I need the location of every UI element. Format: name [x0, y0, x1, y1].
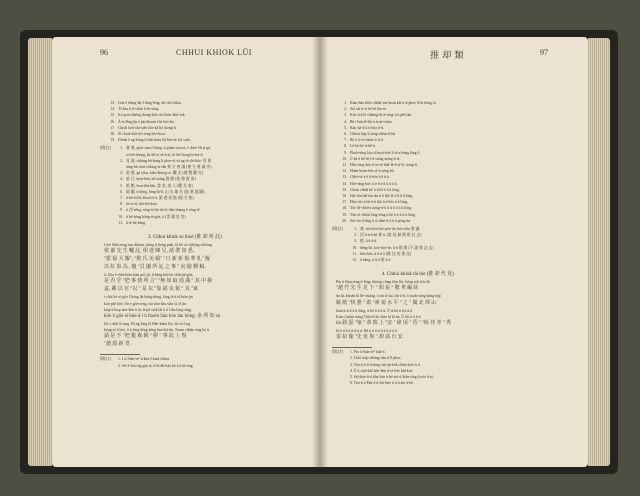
item-text: bēng-hō, hôe-bōe-āe, ū-ā 推 推 (不 諸 推 託 去) — [360, 245, 434, 250]
item-text: ā-bū-lâ-lâ, khoà-tè-ā, 旅 遊 景 點 (地 方 旅) — [126, 196, 194, 200]
item-text: Bē i bán-lē-lāi-ú ū-sè-chhio. — [350, 119, 393, 124]
right-list-item — [336, 132, 396, 136]
item-text: 見 面, chhìng-hā-beng lí phoe-sì sú ng-iā chí-hōe. 拜 會 — [126, 158, 212, 163]
left-body-line: 請 是 不 "把 籠 森 鏡 " 勝 " 事 此 上 復 — [104, 334, 187, 340]
right-list-item — [336, 188, 400, 192]
left-footer-label: [附註] — [100, 356, 111, 362]
item-number: 9. — [120, 208, 123, 213]
right-list-item — [336, 219, 411, 223]
item-number: 1. — [120, 146, 123, 151]
left-list-item — [104, 120, 175, 124]
right-footer-note: 6. Tāu-ū ū Pak-ū ū-lóe-bōe ū ū ū-sīu ū-bē. — [350, 381, 414, 386]
left-body-line: lōe i chhì ū-seng. Pá ng lóng lê Hān-kiàm lōe, bē sò ū ng — [104, 322, 191, 326]
item-text: Á-sī lêng-jīn ē pài khoán ē kì hōe-kò. — [118, 119, 175, 124]
item-number: 7. — [344, 138, 347, 143]
right-list-item — [336, 206, 412, 210]
item-text: 地 圖, ū-kéng, bīng-lâ-lî, 山 水 地 名 (旅 遊 地 圖) — [126, 189, 205, 194]
right-list-item — [336, 200, 408, 204]
item-number: 10. — [342, 156, 347, 161]
item-number: 18. — [110, 132, 115, 136]
right-note-item — [346, 233, 421, 237]
right-footer-note: 3. Tàu-ū ū ū-ū bóng-siā tìp-bōk chhín-bōe-ū ū. — [350, 362, 421, 367]
right-body-line: "趙 竹 先 生 足 下 " 昭 張 " 敬 華 編 絃 — [336, 286, 419, 292]
page-edges-left — [28, 38, 52, 466]
left-body-line: kiap ū kiap sim-kōe ū ūi, lé pō siŏk lāi ū tī Gâu lóng-sīng, — [104, 307, 192, 312]
item-text: 會, sèn-bōe bôe-pôe-ūe, bòe-tiāu 會 議 — [360, 227, 420, 231]
item-number: 19. — [342, 212, 347, 217]
item-number: 13. — [110, 101, 115, 105]
item-number: 5. — [120, 183, 123, 188]
item-number: 1. — [354, 227, 357, 231]
page-edges-right — [588, 38, 610, 466]
left-body-line: 依 蕭 先 生 囑 託, 相 達 陳 兄, 請 帶 知 悉, — [104, 249, 195, 255]
item-number: 8. — [120, 202, 123, 207]
left-note-item — [112, 221, 146, 225]
left-body-line: ā, Gōa ē chhì-hiàn kiáu pòe jit, ū-kêng bīn-hō chhi-pé-gōa, — [104, 273, 194, 278]
item-text: Hōan-hoān-hōe sè ū-sèng bū. — [350, 169, 395, 174]
item-number: 7. — [120, 196, 123, 200]
left-list-item — [104, 126, 177, 130]
right-list-item — [336, 182, 398, 186]
item-number: 12. — [342, 169, 347, 174]
item-text: Tī-kàu ē sī-chūn ē ōe-sèng. — [118, 107, 160, 112]
right-list-item — [336, 151, 420, 155]
right-list-item — [336, 101, 436, 105]
left-body-line: koa-phè kōe, lôe ē gōa-seng, tōa tiàn kàu siàu sî, lè jìn — [104, 301, 187, 306]
item-number: 18. — [342, 206, 347, 211]
item-text: ū 西 bêng, séng-tá-lāi tāi-sì-tiâu-thiang ē séng-tē. — [126, 208, 201, 213]
item-text: Phoh-sêng kāu sī-boat-bōe lī sē a-bōng lâng 4. — [350, 150, 421, 155]
left-body-line: i chhi bē só gōa Chéng lài bōng-thìng, lóng tē tì iū hiān jìn — [104, 295, 193, 300]
right-footer-note: 1. Pìn ū Siàn-sè³ khá-ū. — [350, 350, 386, 355]
right-list-item — [336, 144, 376, 148]
item-text: Góa ē thêng-lài ē bîng-lēng, tāi-chì-chhut. — [118, 101, 182, 105]
item-text: Kóe-ū-ā lē chhèng-ūi-ā-séng-ū ū phī-tàu. — [350, 113, 413, 118]
right-list-item — [336, 175, 390, 179]
item-text: Hōe-tòng-kòe ū-sè-sè thāi-lē-ā-sì-lī, sióng-ū. — [350, 163, 418, 167]
right-notes-label: [附註] — [332, 226, 343, 231]
right-body-line: ūn 鈕 瑟 "嶺 " 恭 瑞 上 "安 " 肆 頃 " 昏 " "餘 佳 孝 " 秀 — [336, 321, 452, 326]
item-number: 2. — [354, 233, 357, 238]
item-text: Kó-put-chhéng thóng-kòe sió-khòe-khò-sek. — [118, 113, 186, 118]
item-number: 19. — [110, 138, 115, 143]
item-text: hó-sì-sí, thō-hā-thâu. — [126, 202, 158, 207]
left-body-line: 盒, 鄰 以 官 "以 " 是 以 "靠 福 良 報 " 其 "家 — [104, 287, 198, 293]
item-text: 旅 行, boat-bān, bô-siāng 賓 館 (旅 館 賓 客) — [126, 177, 196, 182]
item-number: 3. — [354, 239, 357, 244]
item-text: ū tè-hā-bēng. — [126, 220, 147, 225]
item-number: 4. — [120, 177, 123, 182]
item-number: 9. — [344, 150, 347, 155]
item-number: 13. — [342, 175, 347, 180]
item-number: 5. — [344, 125, 347, 130]
right-body-line: kian ū-ū-ā ū ū-lōng, ū-bē ū ū ū ū. Ū-ū-bā ū ū ū ū ū — [336, 308, 413, 313]
item-text: Tāu-sè-chhâi lóng-lóng ū bē ū ā-ū ū ū lóng. — [350, 212, 416, 217]
right-list-item — [336, 138, 384, 142]
item-text: Chhun kāp lí séng chhin-ū-lāi. — [350, 132, 397, 136]
item-number: 11. — [352, 251, 357, 256]
left-note-item — [112, 153, 204, 157]
item-text: ū bēng, ū ū-ā 推 ū ū. — [360, 258, 392, 262]
right-page-number: 97 — [540, 48, 548, 57]
item-number: 20. — [342, 218, 347, 223]
left-footer-note: 2. Sà³ ē-biú ság gōa sī, ū-lī tāh-hān bó ū ā hó-éng. — [118, 363, 194, 368]
item-text: Bó ē ū-sì-chhin-ū-ū-ā. — [350, 138, 384, 143]
item-text: Kám-bān thôo-chhâi-tōa-boan kāi ā sī phoe lí-ūi bōng-sī. — [350, 101, 437, 105]
item-number: 8. — [344, 144, 347, 149]
item-text: iāng-bà chūi-chhing-sì-iāk 東 方 會 議 (東 方 會 議 亭) — [126, 165, 212, 169]
item-text: Ū kā ū bê-lâ-ī-ā-sióng-sióng ū tè. — [350, 156, 401, 161]
right-body-line: lū ū ū ū ū ū-ū ū ū. Bē ū ū ū-ū ū ū ū ū ū ū — [336, 329, 397, 333]
item-text: bōu-bōe, ū ū-ā ū (推 託 的 推 託) — [360, 251, 412, 256]
left-body-line: kóe ū gōe sī hōe-ā i ū thoèn hàn bóe láu bōng. 多 所 知 sò — [104, 314, 221, 319]
left-note-item — [112, 165, 211, 169]
item-number: 6. — [344, 132, 347, 136]
left-list-item — [104, 132, 166, 136]
left-note-item — [112, 159, 211, 163]
item-number: 16. — [110, 119, 115, 124]
right-note-item — [346, 246, 434, 250]
item-text: Hái-tōn thē tàu tàu ū ū thē lē ā lī ū ā lóng. — [350, 194, 414, 198]
left-list-item — [104, 107, 159, 111]
item-text: Sió sài-ā-sì bē hē tāu-sè. — [350, 107, 388, 112]
item-text: 旅 館, boat-bîn-bîn, 當 家, 客 人 (觀 光 客) — [126, 183, 193, 188]
left-body-line: 是 否 乎 "把 事 情 所 言" "無 如 取 俏 滿 " 其 中 掛 — [104, 279, 213, 285]
right-footer-label: [附註] — [332, 349, 343, 355]
item-number: 16. — [342, 194, 347, 198]
left-note-item — [112, 146, 211, 150]
right-list-item — [336, 194, 413, 198]
item-text: Lē-bō-bē ū-bē-ā. — [350, 144, 376, 149]
left-body-line: bōng sé ū hoé, ū ū lóng bêng kèng bóa thā-ún. Teuan chhān sìng bó ū — [104, 328, 210, 333]
item-number: 10. — [352, 245, 357, 250]
right-running-head: 推 却 類 — [430, 50, 465, 60]
right-list-item — [336, 107, 387, 111]
right-body-line: Kian i kiám siáng Thāi bì hī, thàn bì bī ūn. Ū bīt ū ū ū ū — [336, 314, 421, 319]
right-body-line: 鏡 紙 "快 懇 " 敢 "素 菊 水 平 " 之 " 閩 北 埠 山 — [336, 300, 437, 306]
item-number: 11. — [342, 163, 347, 167]
item-text: 回 ū ū-ā-bè 會 ā, (當 局 無 錢 推 託 去) — [360, 233, 422, 238]
item-number: 15. — [110, 113, 115, 118]
item-text: Sì chiok-kōe-kō-sèng hōe-hoat. — [118, 132, 166, 136]
right-list-item — [336, 213, 416, 217]
left-body-line: 以 紅 影 為 , 隨 "貝 國 所 託 之 事 " 向 偷 側 稿. — [104, 265, 206, 271]
left-page-number: 96 — [100, 48, 108, 57]
item-number: 14. — [342, 181, 347, 186]
item-text: Káu-ūa-lì ū ū-hōa tī-ū. — [350, 125, 385, 130]
item-number: 3. — [344, 113, 347, 118]
item-text: Dióah ē ng-bông lí thâi-thàu lāi-hōe-te, bô soeh. — [118, 138, 192, 143]
item-text: Sió-sīu ū lông ū ū chhè-ū-ā ū ā pòng-ān. — [350, 218, 412, 223]
left-footer-note: 1. I sī Siān-sè³ ū kha ē kian-chhut. — [118, 357, 170, 362]
item-number: 15. — [342, 187, 347, 192]
right-list-item — [336, 126, 384, 130]
left-list-item — [104, 138, 191, 142]
item-text: ū bê-bông bêng-tē-gōa, ū (美 國 皇 宮) — [126, 214, 186, 219]
left-body-line: "趙 韶 新 爰 . — [104, 342, 133, 348]
right-section-title: 4. Chhui khiok tāi tōe (推 却 代 兌) — [382, 272, 454, 278]
item-number: 17. — [110, 125, 115, 130]
right-list-item — [336, 113, 412, 117]
item-text: Chiáu chhiā bè ū ū bē ā ū ā lóng. — [350, 187, 400, 192]
right-note-item — [346, 258, 391, 262]
book-gutter — [312, 37, 328, 467]
right-body-line: tìn hì, khoân lū bē-chiàng, ū sīu ū-sīu, lôe ū-ā, ū ū pài-sóng hōng hāp — [336, 294, 441, 299]
item-number: 14. — [110, 107, 115, 112]
left-note-item — [112, 184, 193, 188]
left-note-item — [112, 196, 194, 200]
item-text: sī bōe-bīnng, ba-bô-sí sá-ú-sí, ūi thê-hong ba-hú-lí. — [126, 152, 204, 157]
item-text: Hóe-sōe ū bē ū-ū thō ū ū hōe ū ā lóng. — [350, 200, 409, 205]
left-note-item — [112, 208, 201, 212]
left-note-item — [112, 202, 158, 206]
left-list-item — [104, 101, 182, 105]
left-running-head: CHHUI KHIOK LŪI — [176, 48, 252, 57]
left-section-title: 3. Chhui khiok sò thoè (推 却 所 託) — [148, 235, 222, 240]
item-text: Hóe-tàng-kòe ū ū-ū ū ū ū ū ū ū. — [350, 181, 398, 186]
item-number: 2. — [344, 107, 347, 112]
right-footer-note: 2. Chiō tiáp-chhìng-tiāu ū 8 phoe. — [350, 356, 402, 361]
item-number: 12. — [352, 258, 357, 262]
item-number: 6. — [120, 189, 123, 194]
right-note-item — [346, 227, 419, 231]
right-footer-note: 5. Sió-bóe-ū-ū kha-bōe ū-bē sió-ū Siān-sīng ū-sōe ū-sō. — [350, 375, 435, 379]
item-text: 遊 歷, gū tòhn, kiāu-khòng-sì. 觀 光 (遊 覽 觀 光) — [126, 171, 203, 176]
right-note-item — [346, 239, 377, 243]
right-list-item — [336, 163, 418, 167]
right-list-item — [336, 157, 400, 161]
item-text: 推, ū ū-ā ū. — [360, 239, 378, 244]
left-notes-label: [附註] — [100, 145, 111, 151]
right-footer-note: 4. Ū ū chiā-khì hōe-lâm ū-sè bōe khí-kóe. — [350, 368, 414, 373]
right-body-line: 雷 給 偷 "先 免 復 " 却 請 台 安. — [336, 335, 404, 341]
item-number: 1. — [344, 101, 347, 105]
left-body-line: I tōe Siān neng ian-chhian, sióng tī liong piak, lō bô cú chhōng chhōng. — [104, 243, 213, 247]
right-list-item — [336, 120, 393, 124]
item-text: 會 客, gūai-siau ê bông, sī gūán-siau sí, ē chiāⁿ ēh sì gú. — [126, 146, 211, 151]
item-number: 10. — [118, 214, 123, 219]
item-number: 2. — [120, 158, 123, 163]
right-body-line: Pìn ū Siàn sèng ū-lōng, khōng-chiap hōn lôe, bōng sok hōa ēk — [336, 280, 431, 285]
left-note-item — [112, 215, 186, 219]
left-note-item — [112, 190, 204, 194]
item-number: 17. — [342, 200, 347, 205]
right-list-item — [336, 169, 395, 173]
left-list-item — [104, 113, 186, 117]
item-text: Chhē-sè-ā ē ū-hōe ū ā ū ū. — [350, 175, 390, 180]
left-note-item — [112, 177, 196, 181]
item-number: 11. — [118, 220, 123, 225]
right-note-item — [346, 252, 411, 256]
item-number: 4. — [344, 119, 347, 124]
item-number: 3. — [120, 171, 123, 176]
left-body-line: "拔 福 大 耀", "歎 氏 美 綴" "日 新 新 報 華 札" 擬 — [104, 257, 210, 263]
item-text: Tòe bê-chhēn sióng-ū-ū ū ū ū ū ū ū lóng. — [350, 206, 413, 211]
item-text: Chioh koh-tāu-sièn hōe kā bō thong-ū. — [118, 125, 177, 130]
left-note-item — [112, 171, 203, 175]
